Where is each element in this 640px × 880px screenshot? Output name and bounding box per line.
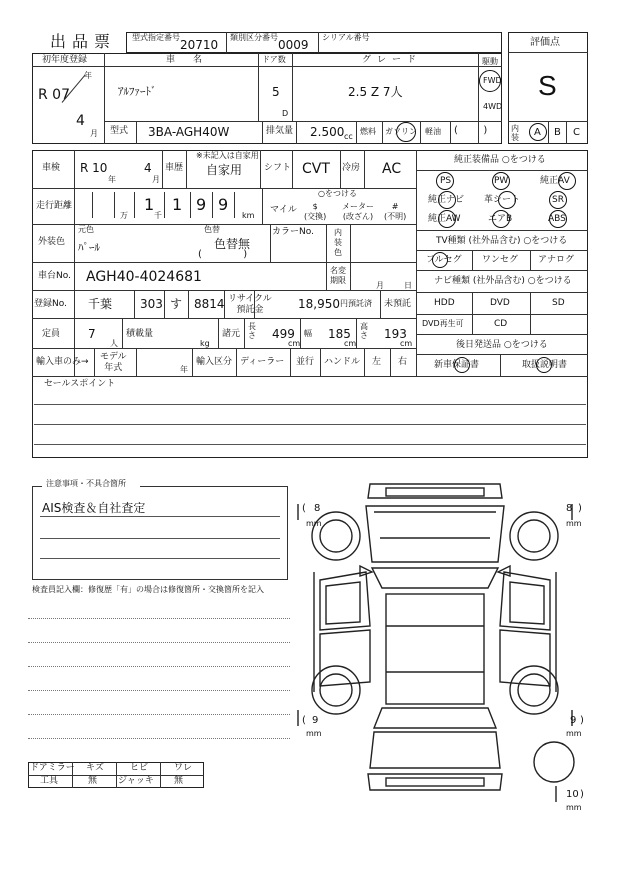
- width-value: 185: [328, 327, 351, 341]
- sheet-title: 出品票: [50, 32, 117, 51]
- tire-spare: 10: [566, 789, 579, 800]
- caution-label: 注意事項・不具合箇所: [46, 479, 126, 488]
- navi-dvd-play: DVD再生可: [422, 319, 464, 328]
- recycle-label: リサイクル 預託金: [228, 294, 272, 315]
- docs-label: 後日発送品 ○をつける: [456, 340, 548, 350]
- equip-leather: 革シート: [484, 195, 521, 205]
- plate-number: 8814: [194, 297, 225, 311]
- interior-color-label: 内装色: [334, 228, 342, 257]
- exterior-label: 外装色: [38, 237, 66, 247]
- mileage-digit-4: 1: [172, 195, 183, 214]
- tire-rear-left: 9: [312, 715, 319, 726]
- ac-value: AC: [382, 161, 402, 177]
- mileage-digit-3: 1: [144, 195, 155, 214]
- acc-head-2: キズ: [86, 763, 104, 773]
- capacity-label: 定員: [42, 329, 61, 339]
- color-no-label: カラーNo.: [272, 227, 314, 237]
- tv-label: TV種類 (社外品含む) ○をつける: [436, 236, 568, 246]
- import-label: 輸入車のみ→: [36, 357, 89, 367]
- first-reg-label: 初年度登録: [42, 55, 88, 65]
- car-damage-diagram: [290, 476, 590, 816]
- diesel-label: 軽油: [425, 127, 441, 136]
- doors-value: 5: [272, 85, 280, 99]
- tv-analog: アナログ: [538, 255, 575, 265]
- name-change-label: 名変 期限: [330, 266, 346, 285]
- doc-warranty: 新車保証書: [434, 360, 480, 370]
- usage-value: 自家用: [206, 163, 243, 177]
- genuine-equipment-label: 純正装備品 ○をつける: [454, 155, 546, 165]
- plate-label: 登録No.: [34, 299, 67, 309]
- usage-label: 車歴: [165, 163, 184, 173]
- handle-label: ハンドル: [324, 357, 361, 367]
- serial-label: シリアル番号: [322, 33, 370, 42]
- interior-grade-a: A: [534, 127, 541, 138]
- height-label: 高さ: [360, 322, 368, 340]
- acc-val-1: 工具: [40, 776, 59, 786]
- caution-text: AIS検査＆自社査定: [42, 501, 146, 515]
- acc-head-3: ヒビ: [130, 763, 149, 773]
- original-color-label: 元色: [78, 225, 94, 234]
- doors-type: D: [282, 109, 289, 118]
- plate-kana: す: [170, 297, 183, 311]
- model-year-label: モデル 年式: [100, 352, 127, 373]
- parallel-label: 並行: [296, 357, 315, 367]
- first-reg-era: R 07: [38, 87, 70, 103]
- drive-other: 4WD: [483, 102, 503, 111]
- type-designation-label: 型式指定番号: [132, 33, 180, 42]
- recycle-value: 18,950: [298, 297, 340, 311]
- car-name-label: 車名: [166, 55, 221, 65]
- fuel-label: 燃料: [360, 127, 376, 136]
- equip-airbag: エアB: [488, 214, 513, 224]
- displacement-value: 2.500: [310, 125, 345, 139]
- equip-navi: 純正ナビ: [428, 195, 465, 205]
- equip-ps: PS: [440, 176, 452, 186]
- tv-oneseg: ワンセグ: [482, 255, 519, 265]
- grade-label: グレード: [362, 55, 423, 65]
- width-label: 幅: [304, 329, 312, 338]
- drive-circle-mark: [479, 70, 501, 92]
- dealer-label: ディーラー: [240, 357, 285, 367]
- drive-label: 駆動: [482, 57, 498, 66]
- equip-av: 純正AV: [540, 176, 570, 186]
- mileage-digit-5: 9: [196, 195, 207, 214]
- drive-circled: FWD: [483, 76, 502, 85]
- equip-pw: PW: [494, 176, 509, 186]
- chassis-label: 車台No.: [38, 271, 71, 281]
- acc-val-3: ジャッキ: [118, 776, 154, 786]
- mileage-option-note: ○をつける: [318, 189, 357, 198]
- equip-abs: ABS: [548, 214, 566, 224]
- grade-value: 2.5 Z 7人: [348, 85, 403, 99]
- acc-head-1: ドアミラー: [30, 763, 75, 773]
- navi-dvd: DVD: [490, 298, 510, 308]
- fuel-circle-mark: [396, 122, 416, 142]
- interior-grade-c: C: [573, 127, 580, 138]
- acc-val-4: 無: [174, 776, 184, 786]
- doors-label: ドア数: [262, 55, 286, 64]
- sales-point-label: セールスポイント: [44, 379, 116, 389]
- first-reg-month: 4: [76, 113, 85, 129]
- length-label: 長さ: [248, 322, 256, 340]
- navi-cd: CD: [494, 319, 508, 329]
- model-value: 3BA-AGH40W: [148, 125, 230, 139]
- import-type-label: 輸入区分: [196, 357, 233, 367]
- equip-aw: 純正AW: [428, 214, 461, 224]
- height-value: 193: [384, 327, 407, 341]
- plate-class: 303: [140, 297, 163, 311]
- doc-manual: 取扱説明書: [522, 360, 568, 370]
- inspection-label: 車検: [42, 163, 61, 173]
- mileage-option-exchange: $ (交換): [304, 202, 327, 221]
- navi-label: ナビ種類 (社外品含む) ○をつける: [434, 276, 572, 286]
- capacity-value: 7: [88, 327, 96, 341]
- acc-head-4: ワレ: [174, 763, 193, 773]
- mileage-label: 走行距離: [36, 201, 73, 211]
- chassis-value: AGH40-4024681: [86, 269, 202, 285]
- inspection-month: 4: [144, 161, 152, 175]
- category-label: 類別区分番号: [230, 33, 278, 42]
- acc-val-2: 無: [88, 776, 98, 786]
- inspection-era: R 10: [80, 161, 108, 175]
- recycle-status: 未預託: [384, 299, 412, 309]
- color-code-value: 色替無: [214, 237, 251, 251]
- fuel-value: ガソリン: [385, 127, 417, 136]
- original-color-value: ﾊﾟｰﾙ: [78, 241, 100, 254]
- color-code-label: 色替: [204, 225, 220, 234]
- load-label: 積載量: [126, 329, 154, 339]
- shift-value: CVT: [302, 161, 330, 177]
- mileage-option-mile: マイル: [270, 205, 297, 215]
- type-designation-value: 20710: [180, 38, 219, 52]
- usage-note: ※未記入は自家用: [196, 151, 259, 160]
- right-label: 右: [398, 357, 408, 367]
- length-value: 499: [272, 327, 295, 341]
- displacement-label: 排気量: [266, 126, 294, 136]
- navi-hdd: HDD: [434, 298, 455, 308]
- auction-sheet: 出品票 型式指定番号 20710 類別区分番号 0009 シリアル番号 評価点 S 初年度登録 R 07 年 4 月 車名 ｱﾙﾌｧｰﾄﾞ ドア数 5 D グレード 2.5 Z 7人 駆動 FWD 4WD 型式 3BA-AGH40W 排気量 2.500 cc 燃料 ガソリン 軽油 ( ) 内装 A B C 車検 R 10 年 4 月 車歴 ※未記入は自家用 自家用 シフト CVT 冷房 AC 走行距離 1 1 9 9 万 千 km ○をつける マイル $ (交換) メーター (改ざん) # (不明) 外装色 元色 ﾊﾟｰﾙ 色替 色替無 ( ) カラーNo. 内装色 車台No. AGH40-4024681 名変 期限 月 日 登録No. 千葉 303 す 8814 リサイクル 預託金 18,950 円預託済 未預託 定員 7 人 積載量 kg 諸元 長さ 499 cm 幅 185 cm 高さ 193 cm 輸入車のみ→ モデル 年式 年 輸入区分 ディーラー 並行 ハンドル 左 右 セールスポイント 純正装備品 ○をつける PS PW 純正AV 純正ナビ 革シート SR 純正AW エアB ABS TV種類 (社外品含む) ○をつける フルセグ ワンセグ アナログ ナビ種類 (社外品含む) ○をつける HDD DVD SD DVD再生可 CD 後日発送品 ○をつける 新車保証書 取扱説明書 注意事項・不具合箇所 AIS検査＆自社査定 検査員記入欄：修復歴「有」の場合は修復箇所・交換箇所を記入 ドアミラー キズ ヒビ ワレ 工具 無 ジャッキ 無 ( 8 mm 8 ) mm ( 9 mm 9 ) mm 10 ) mm: [0, 0, 640, 880]
- left-label: 左: [372, 357, 382, 367]
- interior-label: 内装: [511, 124, 519, 142]
- tire-rear-right: 9: [570, 715, 577, 726]
- mileage-option-unknown: # (不明): [384, 202, 407, 221]
- tire-front-left: 8: [314, 503, 321, 514]
- interior-grade-b: B: [554, 127, 561, 138]
- tire-front-right: 8: [566, 503, 573, 514]
- rating-value: S: [538, 70, 557, 101]
- mileage-digit-6: 9: [218, 195, 229, 214]
- plate-region: 千葉: [88, 297, 113, 311]
- equip-sr: SR: [552, 195, 564, 205]
- category-value: 0009: [278, 38, 309, 52]
- rating-label: 評価点: [530, 37, 560, 48]
- navi-sd: SD: [552, 298, 565, 308]
- inspector-note: 検査員記入欄：修復歴「有」の場合は修復箇所・交換箇所を記入: [32, 585, 264, 594]
- model-label: 型式: [110, 126, 129, 136]
- mileage-option-tamper: メーター (改ざん): [342, 202, 374, 221]
- car-name-value: ｱﾙﾌｧｰﾄﾞ: [118, 85, 157, 98]
- tv-fullseg: フルセグ: [426, 255, 462, 265]
- dims-label: 諸元: [222, 329, 241, 339]
- interior-circle-mark: [529, 123, 547, 141]
- ac-label: 冷房: [342, 163, 361, 173]
- shift-label: シフト: [264, 163, 292, 173]
